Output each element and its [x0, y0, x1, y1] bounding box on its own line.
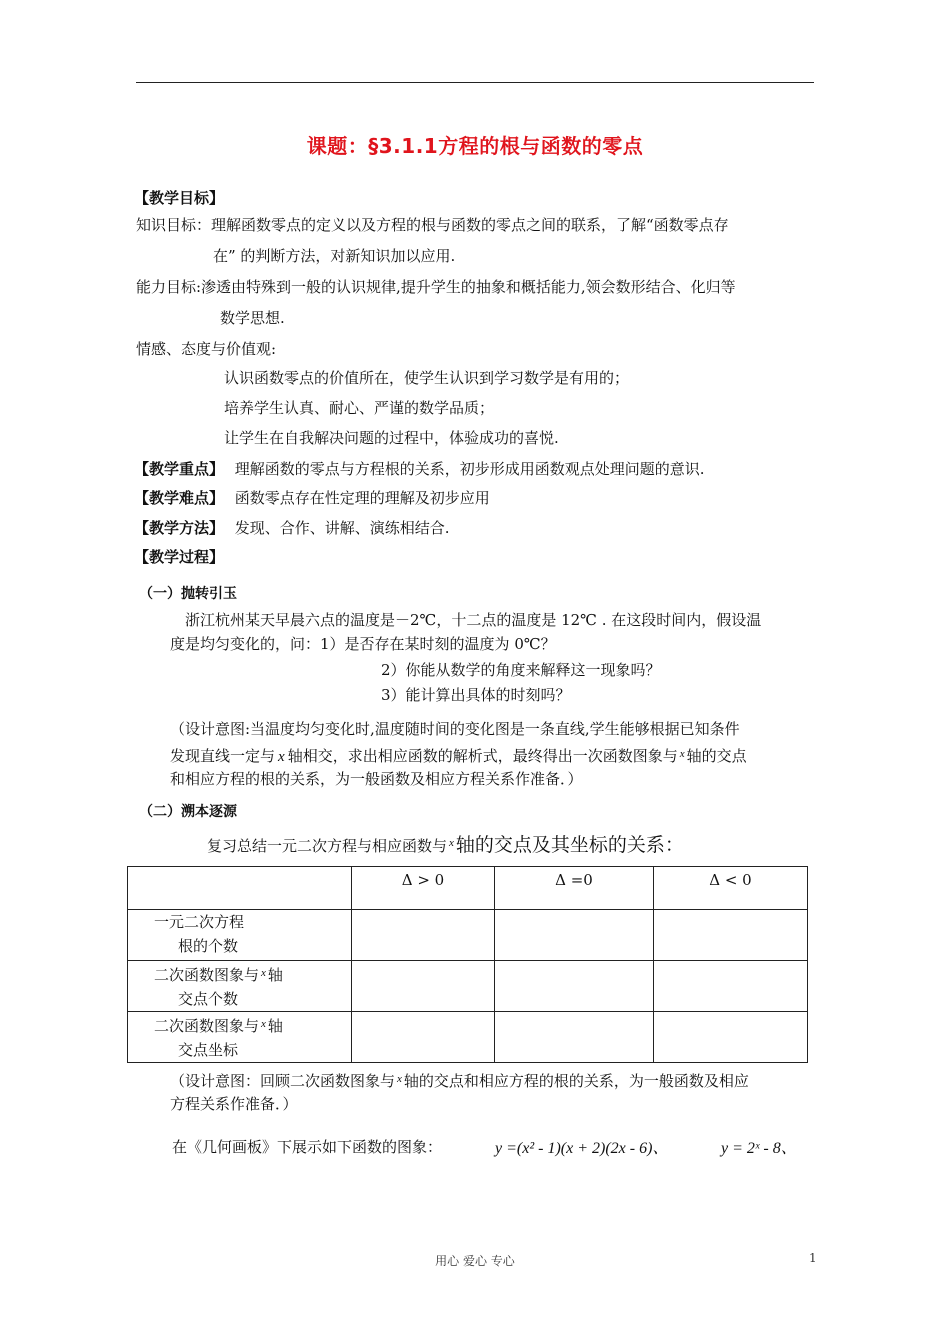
row-header-cell [128, 910, 352, 961]
method-label: 【教学方法】 [134, 519, 225, 537]
sketchpad-text: 在《几何画板》下展示如下函数的图象： [172, 1138, 443, 1156]
ability-goal-line1: 能力目标:渗透由特殊到一般的认识规律,提升学生的抽象和概括能力,领会数形结合、化归等 [136, 278, 736, 296]
x-variable: x [261, 967, 266, 979]
key-point-text: 理解函数的零点与方程根的关系，初步形成用函数观点处理问题的意识. [234, 460, 705, 478]
intro-text-a: 复习总结一元二次方程与相应函数与 [207, 837, 448, 855]
section1-paragraph-line2: 度是均匀变化的，问：1）是否存在某时刻的温度为 0℃？ [170, 635, 556, 653]
row-header-line2: 交点个数 [178, 990, 239, 1008]
table-header-row [128, 867, 808, 910]
design-text-c: 轴的交点 [686, 747, 747, 765]
row-header-line2: 交点坐标 [178, 1041, 239, 1059]
table-cell [495, 961, 654, 1012]
method-text: 发现、合作、讲解、演练相结合. [234, 519, 450, 537]
table-row [128, 961, 808, 1012]
table-row [128, 1012, 808, 1063]
key-point [134, 459, 705, 479]
table-row [128, 910, 808, 961]
table-cell [654, 910, 808, 961]
intro-text-b: 轴的交点及其坐标的关系： [455, 834, 684, 856]
table-cell [352, 961, 495, 1012]
design-text-a: 发现直线一定与 [170, 747, 276, 765]
difficulty-label: 【教学难点】 [134, 489, 225, 507]
row-header-line2: 根的个数 [178, 937, 239, 955]
section2-header: （二）溯本逐源 [139, 804, 237, 820]
emotion-goal-header: 情感、态度与价值观: [136, 340, 277, 358]
section1-header: （一）抛转引玉 [139, 586, 237, 602]
section1-question2: 2）你能从数学的角度来解释这一现象吗？ [381, 661, 661, 679]
table-header-cell [128, 867, 352, 910]
table-cell [495, 910, 654, 961]
section1-paragraph-line1: 浙江杭州某天早晨六点的温度是－2℃，十二点的温度是 12℃ . 在这段时间内，假设温 [185, 611, 762, 629]
table-cell [352, 910, 495, 961]
table-header-cell: Δ =0 [495, 867, 654, 910]
teaching-method [134, 518, 450, 538]
table-cell [495, 1012, 654, 1063]
difficulty-text: 函数零点存在性定理的理解及初步应用 [234, 489, 490, 507]
x-variable: x [278, 749, 285, 765]
table-cell [352, 1012, 495, 1063]
design-text-b: 轴相交，求出相应函数的解析式，最终得出一次函数图象与 [287, 747, 678, 765]
section2-design-line1 [170, 1069, 749, 1091]
table-header-cell: Δ < 0 [654, 867, 808, 910]
x-variable: x [679, 748, 685, 760]
row-header-cell [128, 961, 352, 1012]
knowledge-goal-line2: 在” 的判断方法，对新知识加以应用. [213, 247, 456, 265]
table-header-cell: Δ > 0 [352, 867, 495, 910]
row-header-cell [128, 1012, 352, 1063]
emotion-goal-3: 让学生在自我解决问题的过程中，体验成功的喜悦. [224, 429, 559, 447]
x-variable: x [449, 837, 454, 849]
page-number: 1 [809, 1251, 817, 1265]
row-header-axis: 轴 [267, 1017, 283, 1035]
table-cell [654, 1012, 808, 1063]
key-point-label: 【教学重点】 [134, 460, 225, 478]
section1-design-line2 [170, 744, 747, 767]
geometry-sketchpad-line [172, 1137, 442, 1157]
emotion-goal-1: 认识函数零点的价值所在，使学生认识到学习数学是有用的； [224, 369, 630, 387]
ability-goal-line2: 数学思想. [220, 309, 285, 327]
row-header-line1: 一元二次方程 [154, 913, 245, 931]
difficulty-point [134, 488, 490, 508]
formula-polynomial: y =(x² - 1)(x + 2)(2x - 6)、 [495, 1140, 669, 1157]
design2-text-b: 轴的交点和相应方程的根的关系，为一般函数及相应 [403, 1072, 749, 1090]
section1-design-line1: （设计意图:当温度均匀变化时,温度随时间的变化图是一条直线,学生能够根据已知条件 [170, 720, 740, 738]
table-cell [654, 961, 808, 1012]
page-title: 课题：§3.1.1方程的根与函数的零点 [306, 134, 644, 158]
comparison-table [127, 866, 808, 1063]
header-rule [136, 82, 814, 83]
row-header-line1: 二次函数图象与 [154, 1017, 260, 1035]
section1-design-line3: 和相应方程的根的关系，为一般函数及相应方程关系作准备．） [170, 770, 583, 788]
goals-header: 【教学目标】 [134, 189, 225, 207]
x-variable: x [397, 1073, 402, 1085]
process-header: 【教学过程】 [134, 548, 225, 566]
section1-question3: 3）能计算出具体的时刻吗？ [381, 686, 571, 704]
page-footer: 用心 爱心 专心 [435, 1254, 515, 1268]
row-header-line1: 二次函数图象与 [154, 966, 260, 984]
design2-text-a: （设计意图：回顾二次函数图象与 [170, 1072, 396, 1090]
row-header-axis: 轴 [267, 966, 283, 984]
knowledge-goal-line1: 知识目标：理解函数零点的定义以及方程的根与函数的零点之间的联系，了解“函数零点存 [136, 216, 729, 234]
section2-intro [207, 833, 684, 856]
section2-design-line2: 方程关系作准备．） [170, 1095, 298, 1113]
x-variable: x [261, 1018, 266, 1030]
emotion-goal-2: 培养学生认真、耐心、严谨的数学品质； [224, 399, 495, 417]
formula-exponential: y = 2ˣ - 8、 [721, 1140, 797, 1157]
